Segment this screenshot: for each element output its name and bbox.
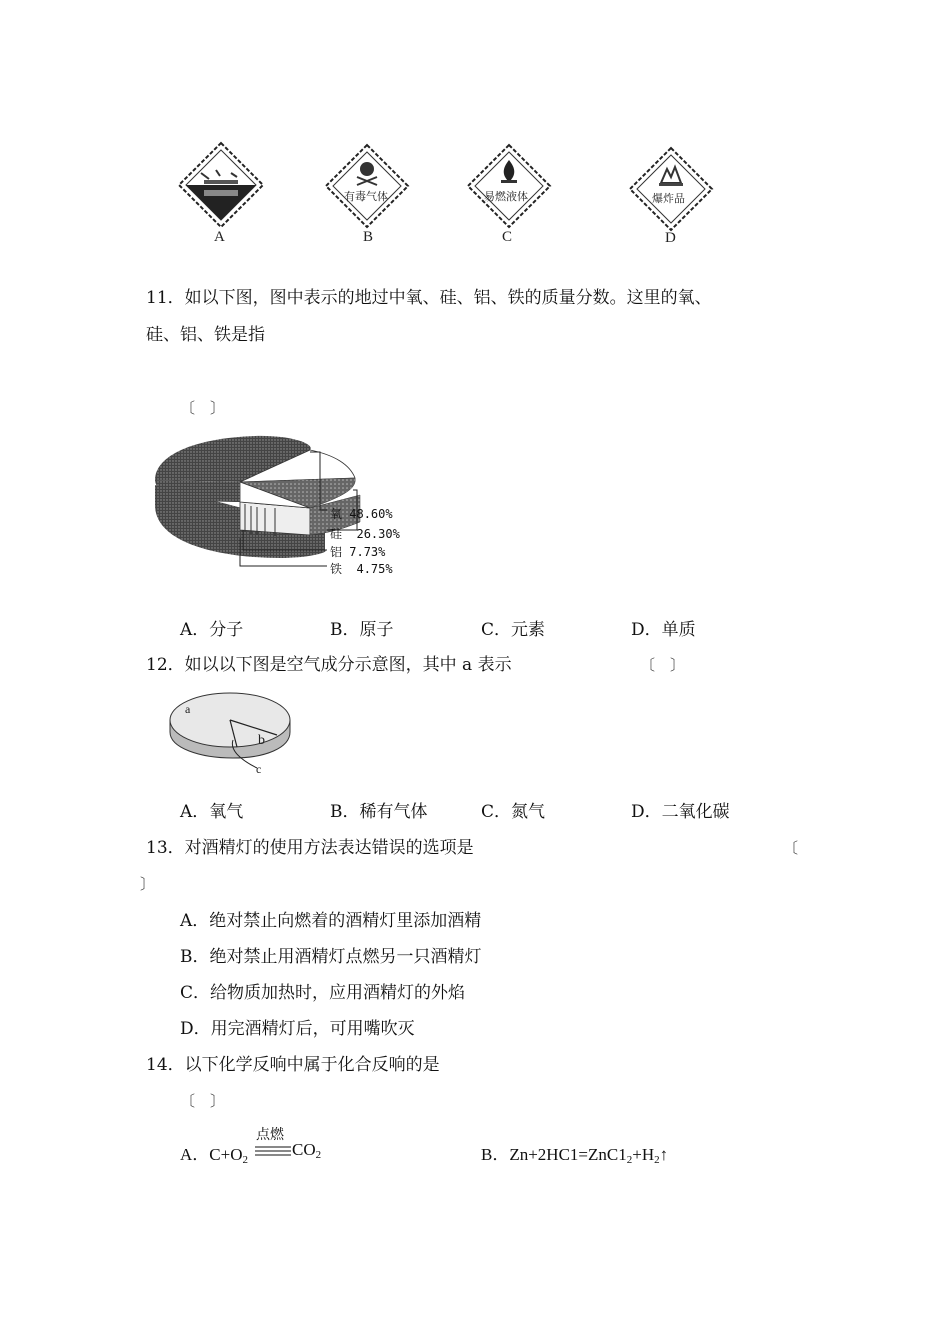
q11-option-a: A．分子 (180, 620, 244, 640)
q11-option-c: C．元素 (481, 620, 546, 640)
hazard-sign-b (323, 142, 411, 230)
hazard-text-b: 有毒气体 (344, 190, 388, 203)
q14-option-a-equals (255, 1143, 291, 1157)
q12-option-c: C．氮气 (481, 802, 546, 822)
q12-option-b: B．稀有气体 (330, 802, 428, 822)
pie-label-iron: 铁 4.75% (330, 562, 393, 576)
hazard-text-c: 易燃液体 (484, 190, 528, 203)
q11-option-d: D．单质 (631, 620, 696, 640)
q12-pie-label-a: a (185, 702, 191, 716)
q14-option-a-product: $CO_2$ (292, 1140, 322, 1161)
hazard-text-d: 爆炸品 (652, 192, 685, 205)
q11-bracket: 〔 〕 (180, 399, 226, 417)
q12-option-a: A．氧气 (180, 802, 244, 822)
hazard-sign-d (627, 145, 715, 233)
q12-text: 12．如以以下图是空气成分示意图，其中 a 表示 (146, 655, 512, 675)
q13-bracket-close: 〕 (140, 875, 156, 893)
q13-option-c: C．给物质加热时，应用酒精灯的外焰 (180, 983, 466, 1003)
q12-option-d: D．二氧化碳 (631, 802, 730, 822)
q14-option-b: B．$Zn+2HC1=ZnC1_2+H_2↑$ (481, 1145, 669, 1166)
q12-pie-label-b: b (258, 733, 265, 748)
q14-text: 14．以下化学反响中属于化合反响的是 (146, 1055, 440, 1075)
q14-option-a: A．$C+O_2$ (180, 1145, 248, 1166)
q13-text: 13．对酒精灯的使用方法表达错误的选项是 (146, 838, 474, 858)
q13-option-d: D．用完酒精灯后，可用嘴吹灭 (180, 1019, 415, 1039)
hazard-letter-d: D (665, 230, 676, 246)
q14-bracket: 〔 〕 (180, 1092, 226, 1110)
q12-bracket: 〔 〕 (640, 656, 686, 674)
hazard-letter-c: C (502, 229, 513, 245)
pie-label-silicon: 硅 26.30% (330, 527, 400, 541)
q11-text-line1: 11．如以下图，图中表示的地过中氧、硅、铝、铁的质量分数。这里的氧、 (146, 288, 712, 308)
hazard-sign-c (465, 142, 553, 230)
pie-label-aluminum: 铝 7.73% (330, 545, 386, 559)
q12-pie-label-c: c (256, 762, 262, 776)
pie-label-oxygen: 氧 48.60% (330, 507, 393, 521)
q14-option-a-condition: 点燃 (256, 1127, 284, 1143)
q13-option-b: B．绝对禁止用酒精灯点燃另一只酒精灯 (180, 947, 482, 967)
hazard-letter-a: A (214, 229, 225, 245)
q13-bracket-open: 〔 (783, 839, 799, 857)
q13-option-a: A．绝对禁止向燃着的酒精灯里添加酒精 (180, 911, 482, 931)
q11-text-line2: 硅、铝、铁是指 (146, 325, 265, 345)
q11-option-b: B．原子 (330, 620, 394, 640)
hazard-letter-b: B (363, 229, 374, 245)
hazard-sign-a (176, 140, 266, 230)
